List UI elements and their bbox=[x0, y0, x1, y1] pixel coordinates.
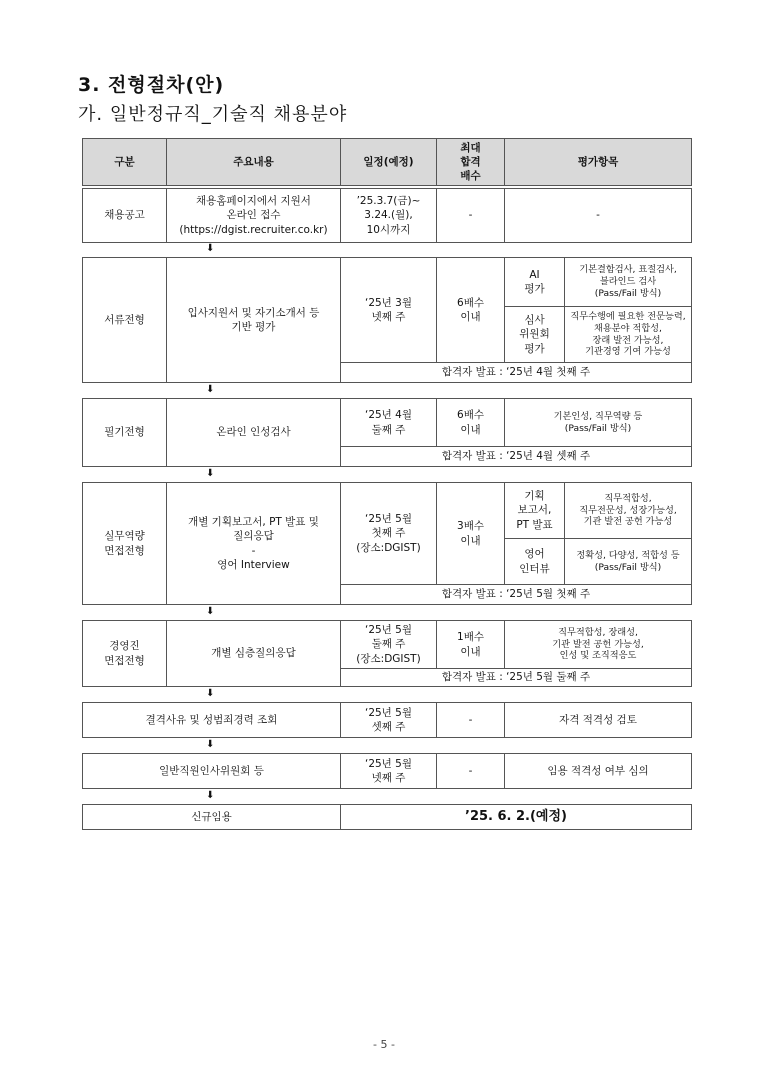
eval-subcategory: 심사 위원회 평가 bbox=[504, 306, 564, 362]
eval-subcategory: 영어 인터뷰 bbox=[504, 538, 564, 584]
stage-ratio: 1배수 이내 bbox=[436, 621, 504, 668]
stage-name: 경영진 면접전형 bbox=[104, 640, 145, 667]
stage-eval: 자격 적격성 검토 bbox=[504, 703, 691, 737]
stage-ratio: - bbox=[436, 703, 504, 737]
stage-ratio: 6배수 이내 bbox=[436, 399, 504, 446]
stage-content: 채용홈페이지에서 지원서 온라인 접수 (https://dgist.recruiter.co.kr) bbox=[166, 189, 340, 242]
stage-content: 입사지원서 및 자기소개서 등 기반 평가 bbox=[166, 258, 340, 382]
stage-name: 서류전형 bbox=[104, 313, 145, 326]
header-schedule: 일정(예정) bbox=[340, 139, 436, 185]
page-number: - 5 - bbox=[373, 1038, 395, 1051]
header-eval: 평가항목 bbox=[504, 139, 691, 185]
stage-executive-interview bbox=[82, 620, 692, 687]
stage-schedule: ‘25년 5월 둘째 주 (장소:DGIST) bbox=[340, 621, 436, 668]
eval-item: 직무수행에 필요한 전문능력, 채용분야 적합성, 장래 발전 가능성, 기관경영 기여 가능성 bbox=[564, 306, 691, 362]
header-category: 구분 bbox=[114, 155, 135, 168]
stage-schedule: ’25.3.7(금)~ 3.24.(월), 10시까지 bbox=[340, 189, 436, 242]
down-arrow-icon: ⬇ bbox=[206, 243, 215, 254]
stage-schedule: ‘25년 5월 첫째 주 (장소:DGIST) bbox=[340, 483, 436, 584]
stage-ratio: - bbox=[436, 754, 504, 788]
eval-item: 직무적합성, 직무전문성, 성장가능성, 기관 발전 공헌 가능성 bbox=[564, 483, 691, 538]
table-header bbox=[82, 138, 692, 186]
stage-name: 신규임용 bbox=[191, 810, 232, 823]
down-arrow-icon: ⬇ bbox=[206, 688, 215, 699]
header-ratio: 최대 합격 배수 bbox=[436, 139, 504, 185]
eval-item: 기본결함검사, 표절검사, 블라인드 검사 (Pass/Fail 방식) bbox=[564, 258, 691, 306]
stage-name: 일반직원인사위원회 등 bbox=[159, 764, 264, 777]
stage-ratio: 6배수 이내 bbox=[436, 258, 504, 362]
stage-eval: 직무적합성, 장래성, 기관 발전 공헌 가능성, 인성 및 조직적응도 bbox=[504, 621, 691, 668]
stage-practical-interview bbox=[82, 482, 692, 605]
pass-announcement: 합격자 발표 : ‘25년 5월 둘째 주 bbox=[340, 668, 691, 686]
stage-eval: 임용 적격성 여부 심의 bbox=[504, 754, 691, 788]
stage-ratio: - bbox=[436, 189, 504, 242]
stage-name: 실무역량 면접전형 bbox=[104, 530, 145, 557]
down-arrow-icon: ⬇ bbox=[206, 606, 215, 617]
appointment-date: ’25. 6. 2.(예정) bbox=[340, 805, 691, 829]
section-title: 3. 전형절차(안) bbox=[78, 74, 225, 96]
down-arrow-icon: ⬇ bbox=[206, 384, 215, 395]
eval-subcategory: AI 평가 bbox=[504, 258, 564, 306]
stage-document-screening bbox=[82, 257, 692, 383]
eval-subcategory: 기획 보고서, PT 발표 bbox=[504, 483, 564, 538]
down-arrow-icon: ⬇ bbox=[206, 790, 215, 801]
section-subtitle: 가. 일반정규직_기술직 채용분야 bbox=[78, 104, 348, 125]
stage-schedule: ‘25년 5월 셋째 주 bbox=[340, 703, 436, 737]
stage-written-test bbox=[82, 398, 692, 467]
pass-announcement: 합격자 발표 : ‘25년 4월 첫째 주 bbox=[340, 362, 691, 382]
stage-schedule: ‘25년 5월 넷째 주 bbox=[340, 754, 436, 788]
stage-content: 개별 기획보고서, PT 발표 및 질의응답 - 영어 Interview bbox=[166, 483, 340, 604]
stage-eval: 기본인성, 직무역량 등 (Pass/Fail 방식) bbox=[504, 399, 691, 446]
stage-personnel-committee bbox=[82, 753, 692, 789]
eval-item: 정확성, 다양성, 적합성 등 (Pass/Fail 방식) bbox=[564, 538, 691, 584]
stage-content: 온라인 인성검사 bbox=[166, 399, 340, 466]
pass-announcement: 합격자 발표 : ‘25년 5월 첫째 주 bbox=[340, 584, 691, 604]
header-content: 주요내용 bbox=[166, 139, 340, 185]
stage-eval: - bbox=[504, 189, 691, 242]
stage-schedule: ‘25년 3월 넷째 주 bbox=[340, 258, 436, 362]
down-arrow-icon: ⬇ bbox=[206, 468, 215, 479]
down-arrow-icon: ⬇ bbox=[206, 739, 215, 750]
stage-name: 결격사유 및 성범죄경력 조회 bbox=[145, 713, 278, 726]
stage-ratio: 3배수 이내 bbox=[436, 483, 504, 584]
stage-name: 필기전형 bbox=[104, 426, 145, 439]
stage-name: 채용공고 bbox=[104, 209, 145, 222]
stage-content: 개별 심층질의응답 bbox=[166, 621, 340, 686]
stage-new-appointment bbox=[82, 804, 692, 830]
stage-background-check bbox=[82, 702, 692, 738]
pass-announcement: 합격자 발표 : ‘25년 4월 셋째 주 bbox=[340, 446, 691, 466]
stage-recruitment-notice bbox=[82, 188, 692, 243]
stage-schedule: ‘25년 4월 둘째 주 bbox=[340, 399, 436, 446]
